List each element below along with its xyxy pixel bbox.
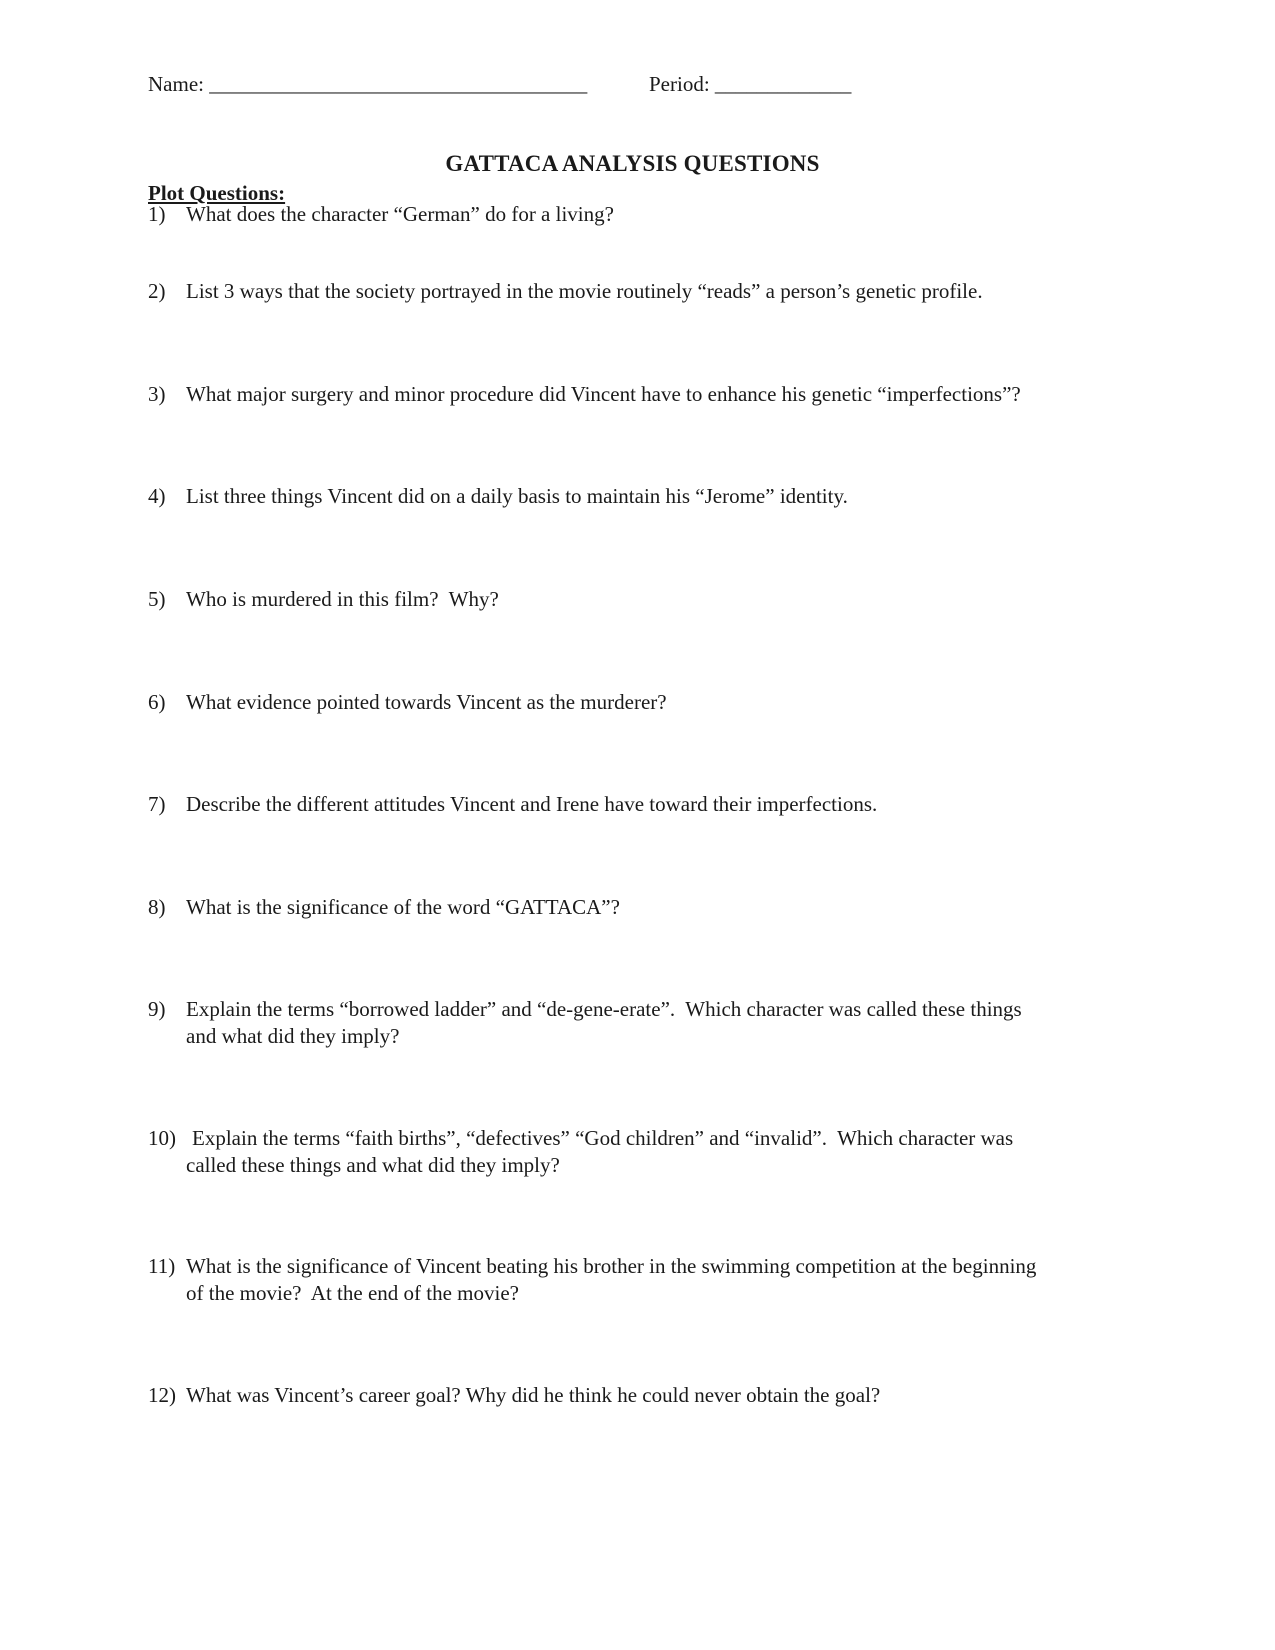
question-number: 4): [148, 484, 166, 508]
question-text-continued: of the movie? At the end of the movie?: [186, 1281, 519, 1305]
question-number: 11): [148, 1254, 176, 1278]
question-text: List 3 ways that the society portrayed in the movie routinely “reads” a person’s genetic profile.: [186, 279, 983, 303]
question-5: [148, 586, 1128, 613]
question-9: [148, 996, 1128, 1050]
question-text-continued: and what did they imply?: [186, 1024, 400, 1048]
question-text: What is the significance of Vincent beating his brother in the swimming competition at the beginning: [186, 1254, 1037, 1278]
page-title: GATTACA ANALYSIS QUESTIONS: [445, 151, 820, 176]
question-text: List three things Vincent did on a daily basis to maintain his “Jerome” identity.: [186, 484, 848, 508]
question-12: [148, 1382, 1128, 1409]
question-number: 8): [148, 895, 166, 919]
question-8: [148, 894, 1128, 921]
question-number: 10): [148, 1126, 176, 1150]
question-number: 2): [148, 279, 166, 303]
question-3: [148, 381, 1128, 408]
question-11: [148, 1253, 1128, 1307]
question-text-continued: called these things and what did they imply?: [186, 1153, 560, 1177]
question-1: [148, 201, 1128, 228]
question-number: 5): [148, 587, 166, 611]
period-field: Period: _____________: [649, 72, 852, 96]
question-text: Describe the different attitudes Vincent and Irene have toward their imperfections.: [186, 792, 878, 816]
question-10: [148, 1125, 1128, 1179]
question-text: What is the significance of the word “GATTACA”?: [186, 895, 620, 919]
question-text: Who is murdered in this film? Why?: [186, 587, 499, 611]
question-number: 1): [148, 202, 166, 226]
question-2: [148, 278, 1128, 305]
name-field: Name: ____________________________________: [148, 72, 588, 96]
question-6: [148, 689, 1128, 716]
question-text: What does the character “German” do for a living?: [186, 202, 614, 226]
question-4: [148, 483, 1128, 510]
question-text: Explain the terms “faith births”, “defectives” “God children” and “invalid”. Which character was: [192, 1126, 1014, 1150]
question-number: 9): [148, 997, 166, 1021]
question-number: 6): [148, 690, 166, 714]
question-text: Explain the terms “borrowed ladder” and “de-gene-erate”. Which character was called these things: [186, 997, 1022, 1021]
question-number: 3): [148, 382, 166, 406]
section-heading: Plot Questions:: [148, 181, 286, 205]
question-number: 12): [148, 1383, 176, 1407]
question-text: What evidence pointed towards Vincent as the murderer?: [186, 690, 667, 714]
question-text: What major surgery and minor procedure did Vincent have to enhance his genetic “imperfections”?: [186, 382, 1021, 406]
question-text: What was Vincent’s career goal? Why did he think he could never obtain the goal?: [186, 1383, 881, 1407]
question-number: 7): [148, 792, 166, 816]
question-7: [148, 791, 1128, 818]
